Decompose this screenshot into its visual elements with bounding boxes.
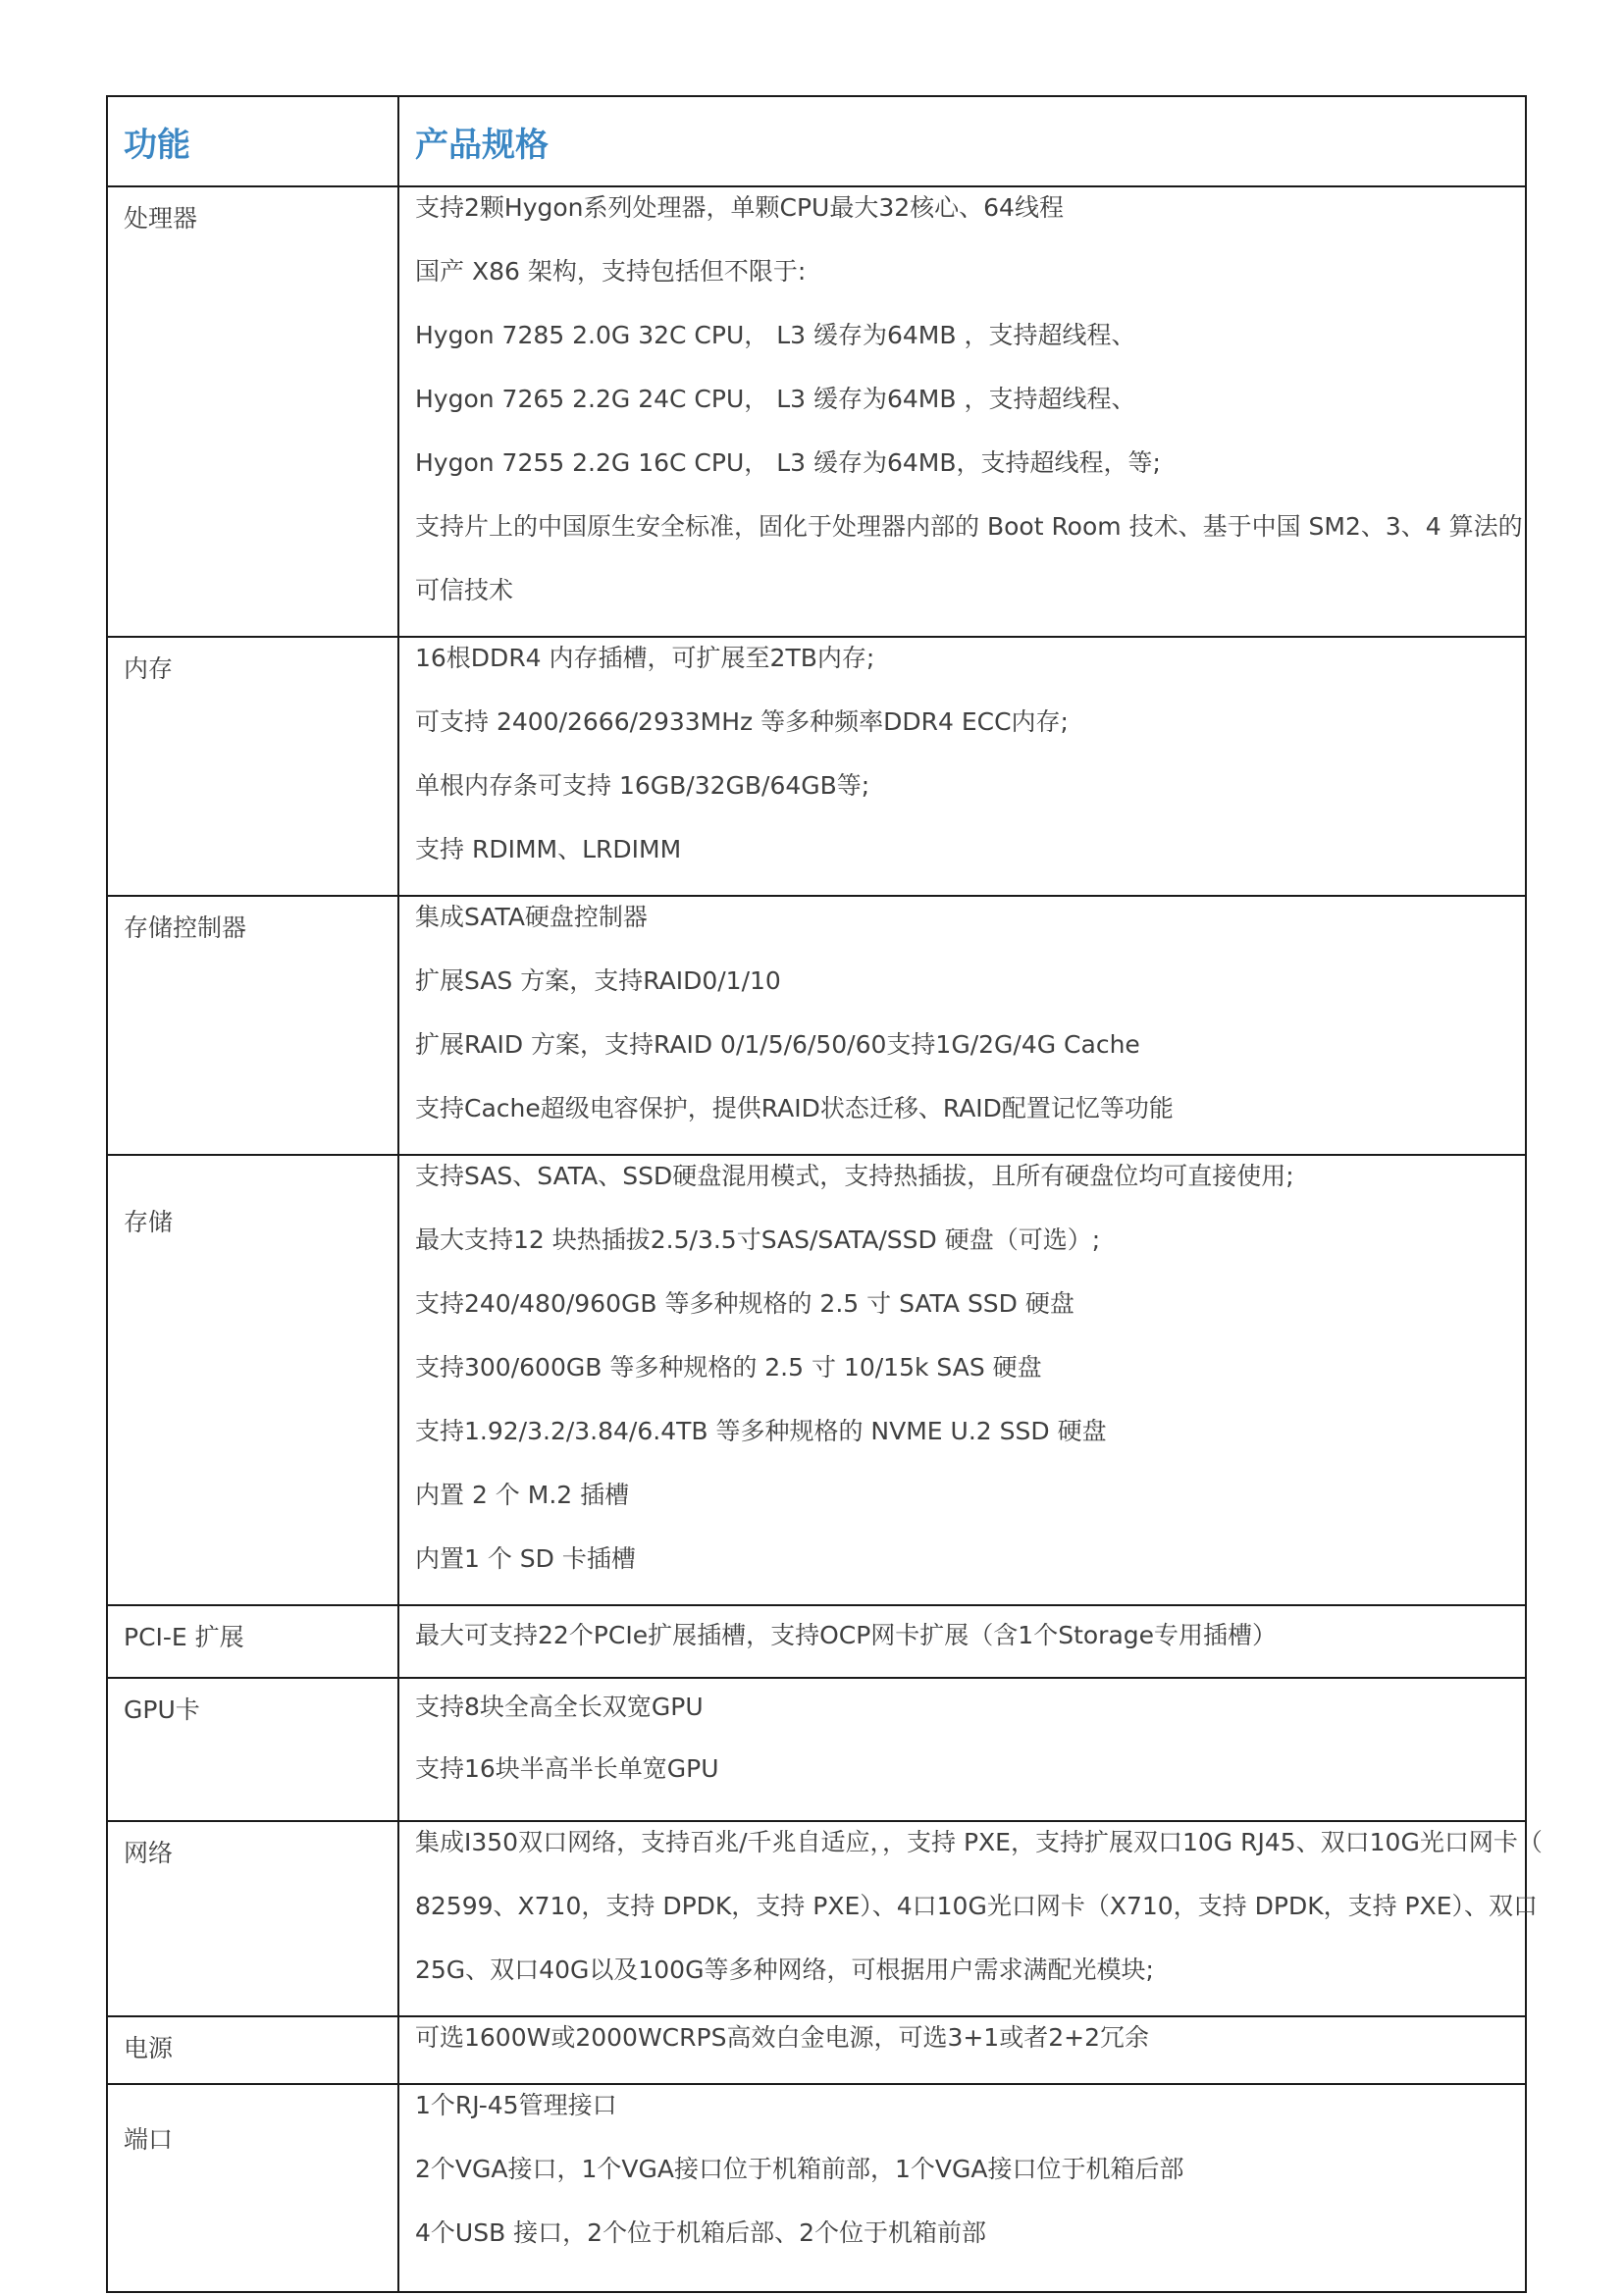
row-spec bbox=[398, 1821, 1543, 2016]
spec-line: 可支持 2400/2666/2933MHz 等多种频率DDR4 ECC内存; bbox=[415, 707, 1069, 736]
row-spec bbox=[398, 637, 1526, 896]
row-spec bbox=[398, 1155, 1526, 1605]
spec-line: 支持1.92/3.2/3.84/6.4TB 等多种规格的 NVME U.2 SSD 硬盘 bbox=[415, 1417, 1107, 1445]
spec-line: 扩展RAID 方案，支持RAID 0/1/5/6/50/60支持1G/2G/4G Cache bbox=[415, 1030, 1140, 1059]
row-spec bbox=[398, 2084, 1526, 2292]
table-row bbox=[107, 1155, 1526, 1605]
table-row bbox=[107, 896, 1526, 1155]
spec-line: 4个USB 接口，2个位于机箱后部、2个位于机箱前部 bbox=[415, 2218, 986, 2247]
spec-line: 2个VGA接口，1个VGA接口位于机箱前部，1个VGA接口位于机箱后部 bbox=[415, 2155, 1184, 2183]
table-row bbox=[107, 1605, 1526, 1678]
spec-line: 82599、X710，支持 DPDK，支持 PXE）、4口10G光口网卡（X710，支持 DPDK，支持 PXE）、双口 bbox=[415, 1892, 1539, 1920]
spec-line: Hygon 7265 2.2G 24C CPU， L3 缓存为64MB ，支持超线程、 bbox=[415, 385, 1136, 413]
table-row bbox=[107, 2016, 1526, 2084]
header-spec: 产品规格 bbox=[398, 96, 1526, 186]
spec-line: 25G、双口40G以及100G等多种网络，可根据用户需求满配光模块; bbox=[415, 1956, 1154, 1984]
table-row bbox=[107, 637, 1526, 896]
spec-line: 支持300/600GB 等多种规格的 2.5 寸 10/15k SAS 硬盘 bbox=[415, 1353, 1042, 1382]
row-label: 内存 bbox=[107, 637, 398, 896]
row-label: 存储控制器 bbox=[107, 896, 398, 1155]
spec-line: 支持240/480/960GB 等多种规格的 2.5 寸 SATA SSD 硬盘 bbox=[415, 1289, 1074, 1318]
spec-line: 单根内存条可支持 16GB/32GB/64GB等; bbox=[415, 771, 870, 800]
spec-line: 支持Cache超级电容保护，提供RAID状态迁移、RAID配置记忆等功能 bbox=[415, 1094, 1174, 1122]
spec-line: 国产 X86 架构，支持包括但不限于: bbox=[415, 257, 807, 286]
spec-line: 最大可支持22个PCIe扩展插槽，支持OCP网卡扩展（含1个Storage专用插槽） bbox=[415, 1621, 1278, 1649]
row-label: GPU卡 bbox=[107, 1678, 398, 1821]
row-spec bbox=[398, 186, 1526, 637]
row-spec bbox=[398, 2016, 1526, 2084]
spec-line: 内置 2 个 M.2 插槽 bbox=[415, 1481, 630, 1509]
spec-line: 支持2颗Hygon系列处理器，单颗CPU最大32核心、64线程 bbox=[415, 193, 1064, 222]
table-row bbox=[107, 1821, 1526, 2016]
spec-line: 集成I350双口网络，支持百兆/千兆自适应，，支持 PXE，支持扩展双口10G RJ45、双口10G光口网卡（ bbox=[415, 1828, 1543, 1856]
spec-line: 支持SAS、SATA、SSD硬盘混用模式，支持热插拔，且所有硬盘位均可直接使用; bbox=[415, 1162, 1294, 1190]
table-header-row bbox=[107, 96, 1526, 186]
spec-line: 支持片上的中国原生安全标准，固化于处理器内部的 Boot Room 技术、基于中国 SM2、3、4 算法的 bbox=[415, 512, 1523, 541]
spec-line: Hygon 7285 2.0G 32C CPU， L3 缓存为64MB ，支持超线程、 bbox=[415, 321, 1136, 349]
spec-line: 支持 RDIMM、LRDIMM bbox=[415, 835, 682, 863]
spec-line: 内置1 个 SD 卡插槽 bbox=[415, 1544, 636, 1573]
table-row bbox=[107, 186, 1526, 637]
row-spec bbox=[398, 896, 1526, 1155]
row-label: 网络 bbox=[107, 1821, 398, 2016]
spec-line: 支持8块全高全长双宽GPU bbox=[415, 1693, 704, 1721]
row-spec bbox=[398, 1678, 1526, 1821]
row-label: 存储 bbox=[107, 1155, 398, 1605]
spec-line: 可信技术 bbox=[415, 576, 514, 604]
spec-line: 1个RJ-45管理接口 bbox=[415, 2091, 617, 2119]
spec-line: 扩展SAS 方案，支持RAID0/1/10 bbox=[415, 966, 781, 995]
row-label: PCI-E 扩展 bbox=[107, 1605, 398, 1678]
row-label: 端口 bbox=[107, 2084, 398, 2292]
row-spec bbox=[398, 1605, 1526, 1678]
spec-line: 16根DDR4 内存插槽，可扩展至2TB内存; bbox=[415, 644, 875, 672]
row-label: 电源 bbox=[107, 2016, 398, 2084]
row-label: 处理器 bbox=[107, 186, 398, 637]
spec-line: 可选1600W或2000WCRPS高效白金电源，可选3+1或者2+2冗余 bbox=[415, 2023, 1149, 2052]
table-row bbox=[107, 2084, 1526, 2292]
header-func: 功能 bbox=[107, 96, 398, 186]
spec-table bbox=[106, 95, 1543, 2293]
table-row bbox=[107, 1678, 1526, 1821]
spec-line: 集成SATA硬盘控制器 bbox=[415, 903, 648, 931]
spec-line: 最大支持12 块热插拔2.5/3.5寸SAS/SATA/SSD 硬盘（可选）; bbox=[415, 1226, 1101, 1254]
spec-line: 支持16块半高半长单宽GPU bbox=[415, 1754, 719, 1783]
spec-line: Hygon 7255 2.2G 16C CPU， L3 缓存为64MB，支持超线程，等; bbox=[415, 448, 1161, 477]
